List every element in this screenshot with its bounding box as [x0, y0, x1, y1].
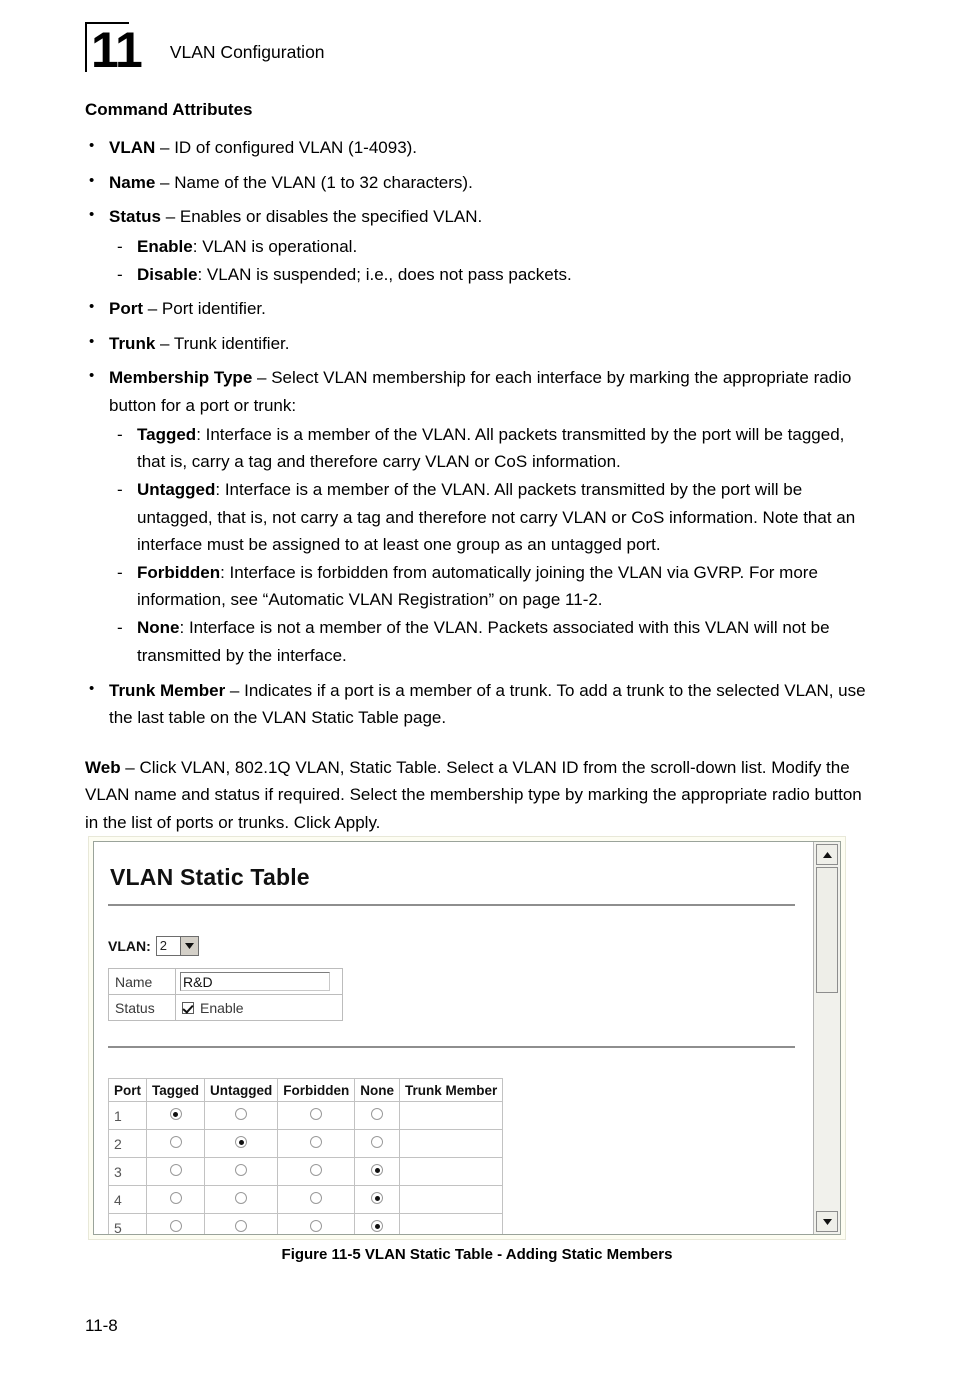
sub-term: Enable — [137, 236, 193, 256]
chevron-down-icon[interactable] — [180, 937, 198, 955]
ports-table-head — [109, 1079, 503, 1102]
trunk-member-cell — [400, 1130, 503, 1158]
port-number-cell: 1 — [109, 1102, 147, 1130]
radio-untagged-icon[interactable] — [235, 1164, 247, 1176]
sub-text: : VLAN is operational. — [192, 236, 358, 256]
attribute-term: Trunk — [109, 333, 156, 353]
attribute-text: ID of configured VLAN (1-4093). — [174, 138, 418, 157]
table-header-row — [109, 1079, 503, 1102]
page-header — [85, 22, 325, 78]
section-heading: Command Attributes — [85, 100, 253, 119]
scroll-up-arrow-icon[interactable] — [816, 844, 838, 865]
page-content — [85, 100, 875, 836]
dash-icon: - — [117, 563, 123, 583]
radio-tagged-icon[interactable] — [170, 1192, 182, 1204]
radio-tagged-icon[interactable] — [170, 1220, 182, 1232]
sub-list-item — [109, 421, 875, 475]
membership-radio-cell-tagged[interactable] — [147, 1102, 205, 1130]
attribute-text: Indicates if a port is a member of a trunk. To add a trunk to the selected VLAN, use the last table on the VLAN Static Table page. — [109, 680, 866, 728]
radio-none-icon[interactable] — [371, 1164, 383, 1176]
trunk-member-cell — [400, 1158, 503, 1186]
membership-radio-cell-untagged[interactable] — [205, 1130, 278, 1158]
list-item — [85, 169, 875, 197]
scrollbar-thumb[interactable] — [816, 867, 838, 993]
web-dash: – — [120, 757, 140, 777]
membership-radio-cell-forbidden[interactable] — [278, 1130, 355, 1158]
ports-table-body — [109, 1102, 503, 1235]
membership-radio-cell-forbidden[interactable] — [278, 1214, 355, 1235]
status-label: Status — [109, 995, 176, 1021]
page-number: 11-8 — [85, 1316, 118, 1335]
scroll-down-arrow-icon[interactable] — [816, 1211, 838, 1232]
vlan-selector-row — [108, 936, 199, 956]
divider-middle — [108, 1046, 795, 1048]
dash-icon: - — [117, 425, 123, 445]
list-item — [85, 677, 875, 732]
sub-text: : VLAN is suspended; i.e., does not pass packets. — [197, 264, 572, 284]
radio-forbidden-icon[interactable] — [310, 1108, 322, 1120]
attribute-text: Enables or disables the specified VLAN. — [179, 207, 483, 227]
radio-none-icon[interactable] — [371, 1220, 383, 1232]
attribute-text: Port identifier. — [161, 298, 266, 318]
trunk-member-cell — [400, 1186, 503, 1214]
sub-text: : Interface is not a member of the VLAN. Packets associated with this VLAN will not be transmitted by the interface. — [137, 618, 830, 665]
trunk-member-cell — [400, 1214, 503, 1235]
list-item — [85, 134, 875, 162]
list-item — [85, 364, 875, 669]
attribute-term: Status — [109, 207, 161, 227]
vlan-properties-table — [108, 968, 343, 1021]
attribute-dash: – — [155, 172, 175, 192]
sub-text: : Interface is a member of the VLAN. All packets transmitted by the port will be untagged, that is, not carry a tag and therefore not carry VLAN or CoS information. Note that an interface must be assigned to at least one group as an untagged port. — [137, 480, 856, 554]
radio-forbidden-icon[interactable] — [310, 1220, 322, 1232]
dash-icon: - — [117, 480, 123, 500]
figure-frame — [88, 836, 846, 1240]
attribute-text: Trunk identifier. — [173, 333, 290, 353]
membership-radio-cell-untagged[interactable] — [205, 1214, 278, 1235]
radio-forbidden-icon[interactable] — [310, 1136, 322, 1148]
port-number-cell: 2 — [109, 1130, 147, 1158]
table-row — [109, 1158, 503, 1186]
vlan-name-input[interactable]: R&D — [180, 972, 330, 991]
sub-list-item — [109, 476, 875, 558]
divider-top — [108, 904, 795, 906]
radio-forbidden-icon[interactable] — [310, 1164, 322, 1176]
figure-caption: Figure 11-5 VLAN Static Table - Adding Static Members — [281, 1246, 673, 1263]
radio-tagged-icon[interactable] — [170, 1108, 182, 1120]
radio-untagged-icon[interactable] — [235, 1192, 247, 1204]
column-header-forbidden: Forbidden — [278, 1079, 355, 1102]
name-label: Name — [109, 969, 176, 995]
membership-radio-cell-tagged[interactable] — [147, 1214, 205, 1235]
vlan-label: VLAN: — [108, 938, 151, 954]
attribute-term: Port — [109, 298, 143, 318]
table-row — [109, 995, 343, 1021]
status-checkbox-row[interactable] — [180, 1000, 338, 1016]
trunk-member-cell — [400, 1102, 503, 1130]
status-checkbox[interactable] — [182, 1002, 194, 1014]
membership-radio-cell-tagged[interactable] — [147, 1130, 205, 1158]
sub-term: Tagged — [137, 425, 197, 445]
status-field-cell — [176, 995, 343, 1021]
radio-forbidden-icon[interactable] — [310, 1192, 322, 1204]
column-header-port: Port — [109, 1079, 147, 1102]
sub-list-item — [109, 233, 875, 260]
membership-radio-cell-tagged[interactable] — [147, 1158, 205, 1186]
attribute-dash: – — [225, 680, 245, 700]
sub-text: : Interface is forbidden from automatically joining the VLAN via GVRP. For more information, see “Automatic VLAN Registration” on page 11-2. — [137, 563, 818, 610]
bullet-icon: • — [89, 679, 95, 697]
radio-tagged-icon[interactable] — [170, 1164, 182, 1176]
vertical-scrollbar[interactable] — [813, 842, 840, 1234]
membership-radio-cell-none[interactable] — [355, 1214, 400, 1235]
membership-radio-cell-forbidden[interactable] — [278, 1186, 355, 1214]
membership-radio-cell-untagged[interactable] — [205, 1186, 278, 1214]
list-item — [85, 295, 875, 323]
status-checkbox-label: Enable — [200, 999, 244, 1016]
column-header-trunk-member: Trunk Member — [400, 1079, 503, 1102]
ports-membership-table — [108, 1078, 503, 1234]
attribute-text: Name of the VLAN (1 to 32 characters). — [174, 172, 473, 192]
vlan-select-value: 2 — [157, 937, 180, 955]
bullet-icon: • — [89, 332, 95, 350]
membership-radio-cell-untagged[interactable] — [205, 1158, 278, 1186]
chapter-title: VLAN Configuration — [169, 42, 325, 62]
figure-vlan-static-table — [88, 836, 846, 1240]
column-header-none: None — [355, 1079, 400, 1102]
list-item — [85, 203, 875, 288]
vlan-static-table-pane — [94, 842, 813, 1234]
membership-radio-cell-tagged[interactable] — [147, 1186, 205, 1214]
command-attributes-list — [85, 134, 875, 732]
sub-list — [109, 421, 875, 669]
attribute-term: Trunk Member — [109, 680, 226, 700]
membership-radio-cell-none[interactable] — [355, 1186, 400, 1214]
panel-title: VLAN Static Table — [110, 864, 310, 890]
sub-term: Forbidden — [137, 563, 221, 583]
membership-radio-cell-forbidden[interactable] — [278, 1158, 355, 1186]
attribute-dash: – — [143, 298, 162, 318]
web-paragraph — [85, 754, 875, 837]
radio-tagged-icon[interactable] — [170, 1136, 182, 1148]
web-term: Web — [85, 757, 121, 777]
membership-radio-cell-none[interactable] — [355, 1130, 400, 1158]
column-header-tagged: Tagged — [147, 1079, 205, 1102]
bullet-icon: • — [89, 367, 95, 385]
sub-term: Disable — [137, 264, 198, 284]
sub-term: None — [137, 618, 180, 638]
port-number-cell: 3 — [109, 1158, 147, 1186]
chapter-number: 11 — [85, 22, 142, 75]
sub-list — [109, 233, 875, 288]
table-row — [109, 969, 343, 995]
browser-window — [93, 841, 841, 1235]
bullet-icon: • — [89, 297, 95, 315]
attribute-dash: – — [155, 138, 175, 157]
table-row — [109, 1186, 503, 1214]
radio-untagged-icon[interactable] — [235, 1136, 247, 1148]
attribute-dash: – — [160, 207, 180, 227]
membership-radio-cell-untagged[interactable] — [205, 1102, 278, 1130]
dash-icon: - — [117, 618, 123, 638]
attribute-dash: – — [252, 368, 272, 388]
attribute-term: Membership Type — [109, 368, 253, 388]
name-field-cell — [176, 969, 343, 995]
radio-none-icon[interactable] — [371, 1136, 383, 1148]
attribute-dash: – — [155, 333, 174, 353]
sub-term: Untagged — [137, 480, 216, 500]
table-row — [109, 1102, 503, 1130]
attribute-term: VLAN — [109, 138, 156, 157]
bullet-icon: • — [89, 206, 95, 224]
membership-radio-cell-forbidden[interactable] — [278, 1102, 355, 1130]
radio-untagged-icon[interactable] — [235, 1108, 247, 1120]
sub-list-item — [109, 261, 875, 288]
dash-icon: - — [117, 264, 123, 284]
attribute-term: Name — [109, 172, 156, 192]
list-item — [85, 330, 875, 358]
table-row — [109, 1130, 503, 1158]
sub-list-item — [109, 559, 875, 613]
radio-none-icon[interactable] — [371, 1108, 383, 1120]
sub-text: : Interface is a member of the VLAN. All packets transmitted by the port will be tagged, that is, carry a tag and therefore carry VLAN or CoS information. — [137, 425, 845, 472]
radio-none-icon[interactable] — [371, 1192, 383, 1204]
web-text: Click VLAN, 802.1Q VLAN, Static Table. Select a VLAN ID from the scroll-down list. Modify the VLAN name and status if required. Select the membership type by marking the appropriate radio button in the list of ports or trunks. Click Apply. — [85, 757, 862, 832]
port-number-cell: 5 — [109, 1214, 147, 1235]
attribute-text: Select VLAN membership for each interface by marking the appropriate radio button for a port or trunk: — [109, 368, 852, 415]
membership-radio-cell-none[interactable] — [355, 1158, 400, 1186]
column-header-untagged: Untagged — [205, 1079, 278, 1102]
dash-icon: - — [117, 236, 123, 256]
membership-radio-cell-none[interactable] — [355, 1102, 400, 1130]
sub-list-item — [109, 614, 875, 668]
port-number-cell: 4 — [109, 1186, 147, 1214]
radio-untagged-icon[interactable] — [235, 1220, 247, 1232]
vlan-select[interactable] — [156, 936, 199, 956]
bullet-icon: • — [89, 137, 95, 154]
table-row — [109, 1214, 503, 1235]
bullet-icon: • — [89, 171, 95, 189]
